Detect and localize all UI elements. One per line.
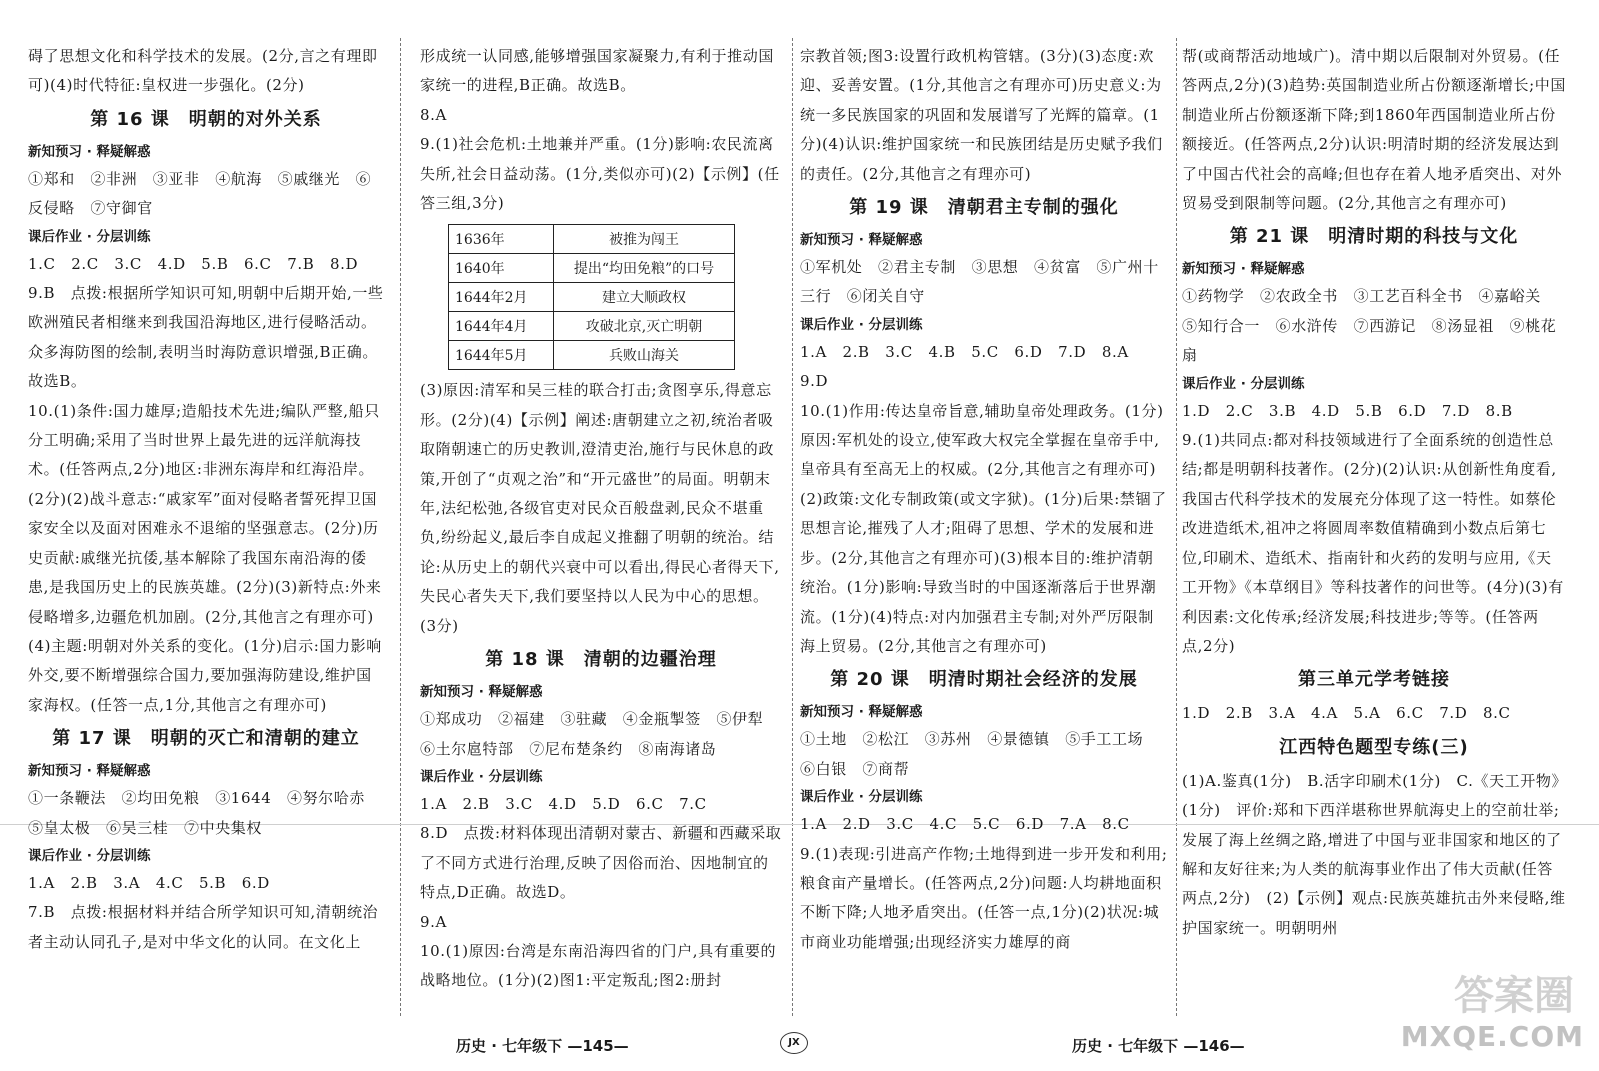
answer-text: 7.B 点拨:根据材料并结合所学知识可知,清朝统治者主动认同孔子,是对中华文化的认同。在文化上 [28, 903, 379, 951]
table-cell-event: 攻破北京,灭亡明朝 [554, 312, 735, 341]
answer-choices: 1.A 2.B 3.A 4.C 5.B 6.D [28, 873, 270, 892]
unit-title: 江西特色题型专练(三) [1279, 736, 1469, 758]
timeline-table [448, 224, 735, 370]
answer-text: 9.(1)共同点:都对科技领域进行了全面系统的创造性总结;都是明朝科技著作。(2分)(2)认识:从创新性角度看,我国古代科学技术的发展充分体现了这一特性。如蔡伦改进造纸术,祖冲之将圆周率数值精确到小数点后第七位,印刷术、造纸术、指南针和火药的发明与应用,《天工开物》《本草纲目》等科技著作的问世等。(4分)(3)有利因素:文化传承;经济发展;科技进步;等等。(任答两点,2分) [1182, 431, 1564, 655]
answer-choices: 1.D 2.C 3.B 4.D 5.B 6.D 7.D 8.B [1182, 401, 1513, 420]
column-2 [420, 42, 782, 1022]
answer-text: 宗教首领;图3:设置行政机构管辖。(3分)(3)态度:欢迎、妥善安置。(1分,其他言之有理亦可)历史意义:为统一多民族国家的巩固和发展谱写了光辉的篇章。(1分)(4)认识:维护国家统一和民族团结是历史赋予我们的责任。(2分,其他言之有理亦可) [800, 47, 1163, 183]
answer-text: ①土地 ②松江 ③苏州 ④景德镇 ⑤手工工场 ⑥白银 ⑦商帮 [800, 730, 1159, 778]
answer-text: 10.(1)作用:传达皇帝旨意,辅助皇帝处理政务。(1分)原因:军机处的设立,使军政大权完全掌握在皇帝手中,皇帝具有至高无上的权威。(2分,其他言之有理亦可)(2)政策:文化专制政策(或文字狱)。(1分)后果:禁锢了思想言论,摧残了人才;阻碍了思想、学术的发展和进步。(2分,其他言之有理亦可)(3)根本目的:维护清朝统治。(1分)影响:导致当时的中国逐渐落后于世界潮流。(1分)(4)特点:对内加强君主专制;对外严厉限制海上贸易。(2分,其他言之有理亦可) [800, 401, 1167, 655]
section-heading: 课后作业 · 分层训练 [800, 789, 923, 806]
answer-choices: 8.A [420, 105, 447, 124]
answer-choices: 1.C 2.C 3.C 4.D 5.B 6.C 7.B 8.D [28, 254, 359, 273]
section-heading: 新知预习 · 释疑解惑 [420, 684, 543, 701]
lesson-title: 第 20 课 明清时期社会经济的发展 [830, 669, 1138, 691]
section-heading: 课后作业 · 分层训练 [800, 316, 923, 333]
answer-text: ①军机处 ②君主专制 ③思想 ④贫富 ⑤广州十三行 ⑥闭关自守 [800, 258, 1159, 306]
unit-title: 第三单元学考链接 [1298, 669, 1450, 691]
section-heading: 新知预习 · 释疑解惑 [28, 143, 151, 160]
table-cell-event: 提出“均田免粮”的口号 [554, 254, 735, 283]
lesson-title: 第 18 课 清朝的边疆治理 [485, 649, 717, 671]
answer-text: 9.(1)表现:引进高产作物;土地得到进一步开发和利用;粮食亩产量增长。(任答两点,2分)问题:人均耕地面积不断下降;人地矛盾突出。(任答一点,1分)(2)状况:城市商业功能增强;出现经济实力雄厚的商 [800, 844, 1168, 951]
column-divider [1176, 38, 1177, 1016]
table-row [449, 341, 735, 370]
table-cell-event: 被推为闯王 [554, 225, 735, 254]
section-heading: 新知预习 · 释疑解惑 [800, 232, 923, 249]
answer-text: 形成统一认同感,能够增强国家凝聚力,有利于推动国家统一的进程,B正确。故选B。 [420, 47, 774, 95]
answer-text: 10.(1)条件:国力雄厚;造船技术先进;编队严整,船只分工明确;采用了当时世界上最先进的远洋航海技术。(任答两点,2分)地区:非洲东海岸和红海沿岸。(2分)(2)战斗意志:“戚家军”面对侵略者誓死捍卫国家安全以及面对困难永不退缩的坚强意志。(2分)历史贡献:戚继光抗倭,基本解除了我国东南沿海的倭患,是我国历史上的民族英雄。(2分)(3)新特点:外来侵略增多,边疆危机加剧。(2分,其他言之有理亦可)(4)主题:明朝对外关系的变化。(1分)启示:国力影响外交,要不断增强综合国力,要加强海防建设,维护国家海权。(任答一点,1分,其他言之有理亦可) [28, 401, 382, 714]
answer-choices: 1.A 2.B 3.C 4.B 5.C 6.D 7.D 8.A 9.D [800, 342, 1145, 391]
answer-text: 8.D 点拨:材料体现出清朝对蒙古、新疆和西藏采取了不同方式进行治理,反映了因俗而治、因地制宜的特点,D正确。故选D。 [420, 824, 782, 902]
answer-choices: 1.D 2.B 3.A 4.A 5.A 6.C 7.D 8.C [1182, 704, 1511, 723]
lesson-title: 第 19 课 清朝君主专制的强化 [849, 197, 1119, 219]
answer-text: ①一条鞭法 ②均田免粮 ③1644 ④努尔哈赤 ⑤皇太极 ⑥吴三桂 ⑦中央集权 [28, 789, 381, 837]
answer-choices: 1.A 2.D 3.C 4.C 5.C 6.D 7.A 8.C [800, 815, 1130, 834]
column-1 [28, 42, 384, 1022]
table-cell-event: 兵败山海关 [554, 341, 735, 370]
answer-choices: 1.A 2.B 3.C 4.D 5.D 6.C 7.C [420, 794, 707, 813]
section-heading: 课后作业 · 分层训练 [28, 847, 151, 864]
table-cell-year: 1644年4月 [449, 312, 554, 341]
watermark-text: 答案圈 [1454, 973, 1574, 1019]
section-heading: 课后作业 · 分层训练 [420, 768, 543, 785]
section-heading: 新知预习 · 释疑解惑 [800, 704, 923, 721]
page-footer-right: 历史 · 七年级下 —146— [1072, 1037, 1245, 1055]
table-row [449, 312, 735, 341]
lesson-title: 第 21 课 明清时期的科技与文化 [1229, 226, 1519, 248]
answer-text: 9.(1)社会危机:土地兼并严重。(1分)影响:农民流离失所,社会日益动荡。(1分,类似亦可)(2)【示例】(任答三组,3分) [420, 135, 780, 213]
column-3 [800, 42, 1168, 1022]
section-heading: 课后作业 · 分层训练 [28, 228, 151, 245]
column-4 [1182, 42, 1566, 1022]
jx-badge-icon: JX [780, 1032, 808, 1054]
lesson-title: 第 16 课 明朝的对外关系 [90, 108, 322, 130]
watermark-url: MXQE.COM [1400, 1020, 1584, 1053]
column-divider [400, 38, 401, 1016]
section-heading: 新知预习 · 释疑解惑 [1182, 261, 1305, 278]
section-heading: 课后作业 · 分层训练 [1182, 375, 1305, 392]
answer-text: ①郑成功 ②福建 ③驻藏 ④金瓶掣签 ⑤伊犁 ⑥土尔扈特部 ⑦尼布楚条约 ⑧南海诸岛 [420, 710, 779, 758]
answer-text: ①郑和 ②非洲 ③亚非 ④航海 ⑤戚继光 ⑥反侵略 ⑦守御官 [28, 169, 372, 218]
column-divider [792, 38, 793, 1016]
answer-choices: 9.A [420, 912, 447, 931]
answer-text: 10.(1)原因:台湾是东南沿海四省的门户,具有重要的战略地位。(1分)(2)图1:平定叛乱;图2:册封 [420, 941, 777, 990]
page-footer-left: 历史 · 七年级下 —145— [456, 1037, 629, 1055]
lesson-title: 第 17 课 明朝的灭亡和清朝的建立 [52, 728, 360, 750]
answer-text: 9.B 点拨:根据所学知识可知,明朝中后期开始,一些欧洲殖民者相继来到我国沿海地区,进行侵略活动。众多海防图的绘制,表明当时海防意识增强,B正确。故选B。 [28, 284, 384, 391]
table-cell-year: 1644年2月 [449, 283, 554, 312]
section-heading: 新知预习 · 释疑解惑 [28, 763, 151, 780]
table-cell-year: 1644年5月 [449, 341, 554, 370]
answer-text: 帮(或商帮活动地域广)。清中期以后限制对外贸易。(任答两点,2分)(3)趋势:英国制造业所占份额逐渐增长;中国制造业所占份额逐渐下降;到1860年西国制造业所占份额接近。(任答两点,2分)认识:明清时期的经济发展达到了中国古代社会的高峰;但也存在着人地矛盾突出、对外贸易受到限制等问题。(2分,其他言之有理亦可) [1182, 47, 1566, 213]
answer-text: (3)原因:清军和吴三桂的联合打击;贪图享乐,得意忘形。(2分)(4)【示例】阐述:唐朝建立之初,统治者吸取隋朝速亡的历史教训,澄清吏治,施行与民休息的政策,开创了“贞观之治”和“开元盛世”的局面。明朝末年,法纪松弛,各级官吏对民众百般盘剥,民众不堪重负,纷纷起义,最后李自成起义推翻了明朝的统治。结论:从历史上的朝代兴衰中可以看出,得民心者得天下,失民心者失天下,我们要坚持以人民为中心的思想。(3分) [420, 381, 780, 635]
table-row [449, 254, 735, 283]
table-cell-year: 1640年 [449, 254, 554, 283]
table-cell-event: 建立大顺政权 [554, 283, 735, 312]
table-cell-year: 1636年 [449, 225, 554, 254]
watermark-logo [1400, 958, 1590, 1058]
table-row [449, 225, 735, 254]
answer-text: (1)A.鉴真(1分) B.活字印刷术(1分) C.《天工开物》(1分) 评价:郑和下西洋堪称世界航海史上的空前壮举;发展了海上丝绸之路,增进了中国与亚非国家和地区的了解和友好往来;为人类的航海事业作出了伟大贡献(任答两点,2分) (2)【示例】观点:民族英雄抗击外来侵略,维护国家统一。明朝明州 [1182, 771, 1566, 937]
table-row [449, 283, 735, 312]
answer-text: ①药物学 ②农政全书 ③工艺百科全书 ④嘉峪关 ⑤知行合一 ⑥水浒传 ⑦西游记 ⑧汤显祖 ⑨桃花扇 [1182, 287, 1557, 365]
answer-text: 碍了思想文化和科学技术的发展。(2分,言之有理即可)(4)时代特征:皇权进一步强化。(2分) [28, 47, 378, 95]
